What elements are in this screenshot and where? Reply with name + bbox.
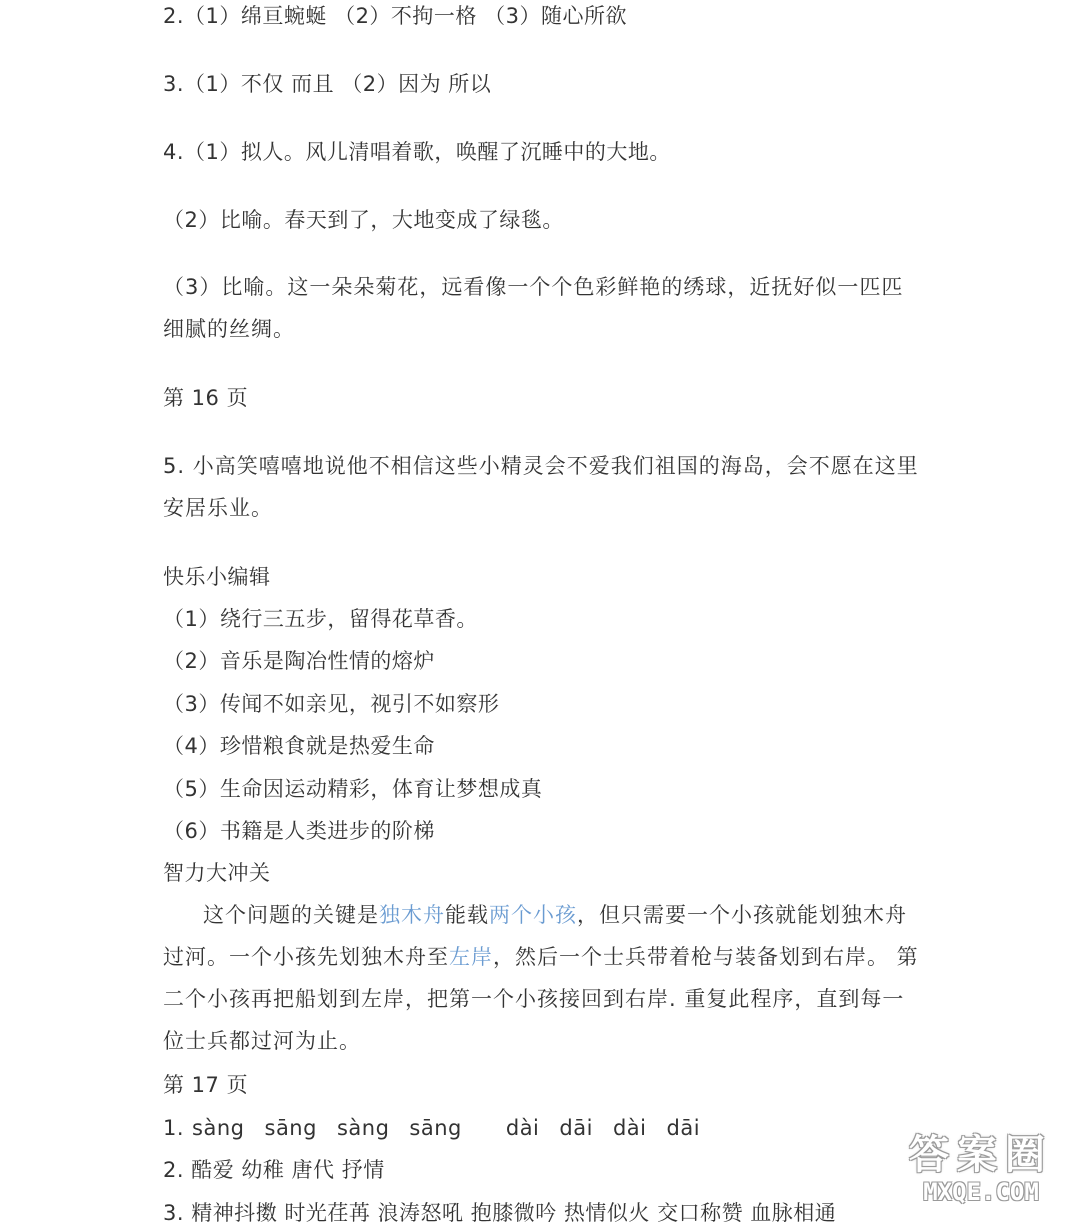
page-heading-16: 第 16 页 [163,386,249,410]
answer-p17-3: 3. 精神抖擞 时光荏苒 浪涛怒吼 抱膝微吟 热情似火 交口称赞 血脉相通 [163,1201,837,1225]
section-title-puzzle: 智力大冲关 [163,861,271,885]
pinyin-answer-line [163,1116,700,1140]
editor-item: （2）音乐是陶冶性情的熔炉 [163,649,435,673]
pinyin-item: sàng [336,1116,390,1140]
highlight-term: 两个小孩 [489,903,577,927]
answer-4-2: （2）比喻。春天到了，大地变成了绿毯。 [163,208,564,232]
watermark-logo [896,1133,1066,1211]
answer-4-3: （3）比喻。这一朵朵菊花，远看像一个个色彩鲜艳的绣球，近抚好似一匹匹细腻的丝绸。 [163,275,904,341]
watermark-text-bottom: MXQE.COM [923,1178,1039,1206]
editor-item: （5）生命因运动精彩，体育让梦想成真 [163,777,543,801]
answer-5: 5. 小高笑嘻嘻地说他不相信这些小精灵会不爱我们祖国的海岛，会不愿在这里安居乐业。 [163,454,919,520]
highlight-term: 左岸 [449,945,493,969]
pinyin-item: dài [505,1116,540,1140]
editor-item: （4）珍惜粮食就是热爱生命 [163,734,435,758]
puzzle-text: 能载 [445,903,489,927]
pinyin-item: sāng [409,1116,462,1140]
answer-2: 2.（1）绵亘蜿蜒 （2）不拘一格 （3）随心所欲 [163,4,627,28]
highlight-term: 独木舟 [379,903,445,927]
editor-item: （3）传闻不如亲见，视引不如察形 [163,692,500,716]
answer-p17-2: 2. 酷爱 幼稚 唐代 抒情 [163,1158,385,1182]
pinyin-number: 1. [163,1116,185,1140]
puzzle-text: ，但只需要一个小孩就能划独木舟过河。一个小孩先划独木舟至 [163,903,907,969]
pinyin-item: sāng [264,1116,317,1140]
pinyin-item: sàng [192,1116,245,1140]
puzzle-text: ，然后一个士兵带着枪与装备划到右岸。 第二个小孩再把船划到左岸，把第一个小孩接回到右岸. 重复此程序，直到每一位士兵都过河为止。 [163,945,919,1053]
pinyin-item: dài [612,1116,647,1140]
section-title-editor: 快乐小编辑 [163,565,271,589]
puzzle-paragraph [163,894,923,1062]
editor-item: （6）书籍是人类进步的阶梯 [163,819,435,843]
answer-4-1: 4.（1）拟人。风儿清唱着歌，唤醒了沉睡中的大地。 [163,140,671,164]
puzzle-text: 这个问题的关键是 [203,903,379,927]
pinyin-item: dāi [666,1116,701,1140]
watermark-text-top: 答案圈 [909,1132,1053,1178]
pinyin-item: dāi [559,1116,593,1140]
page-heading-17: 第 17 页 [163,1073,249,1097]
editor-item: （1）绕行三五步，留得花草香。 [163,607,478,631]
answer-3: 3.（1）不仅 而且 （2）因为 所以 [163,72,492,96]
